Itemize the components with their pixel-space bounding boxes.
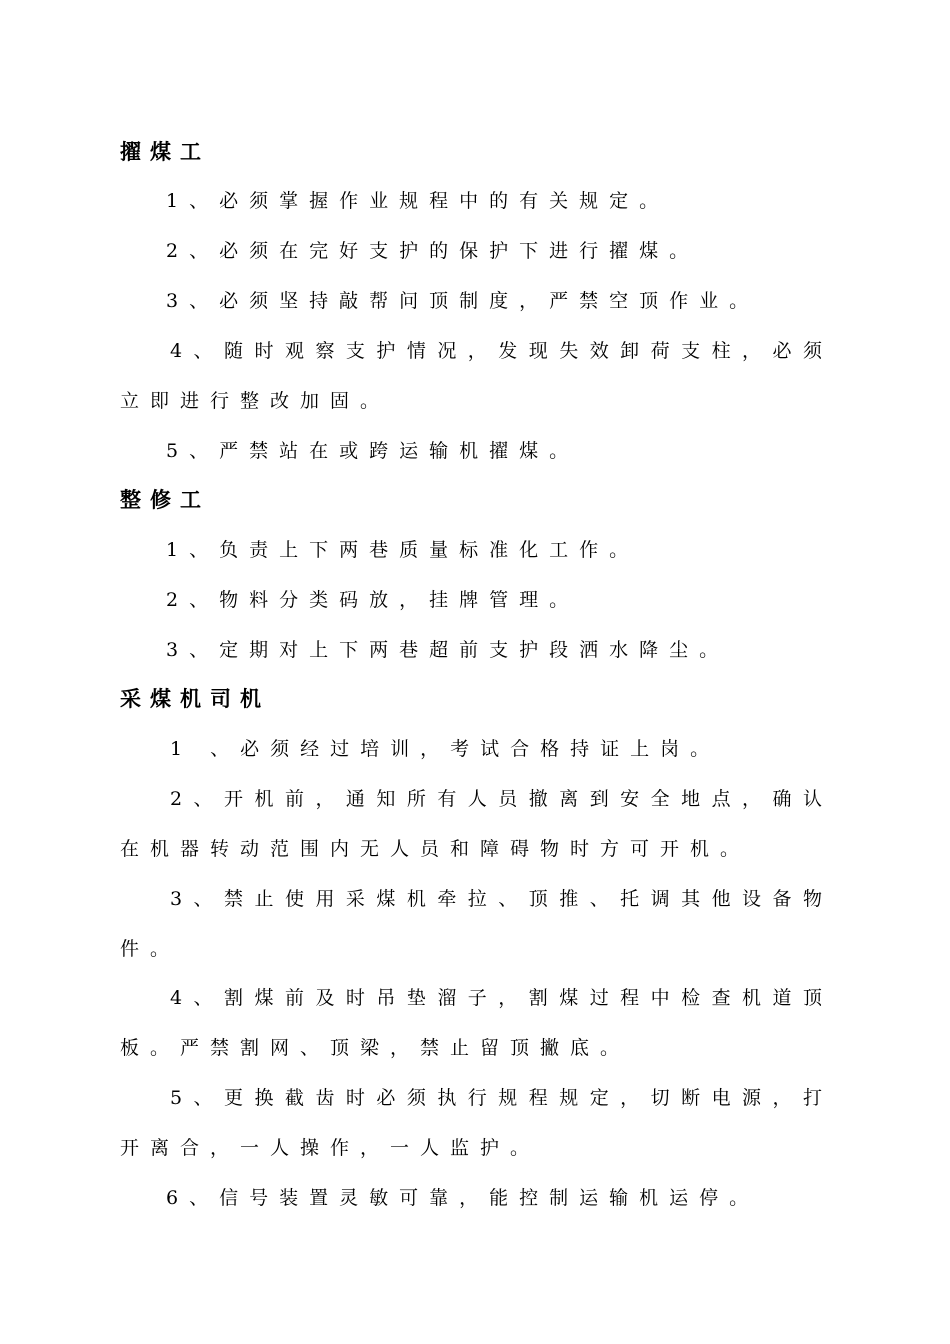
section-title: 擢煤工 [120,140,210,164]
paragraph-line: 立即进行整改加固。 [120,390,391,412]
paragraph-line: 2、物料分类码放，挂牌管理。 [166,589,580,611]
paragraph-line: 2、开机前，通知所有人员撤离到安全地点，确认 [170,788,822,810]
paragraph-line: 1 、必须经过培训，考试合格持证上岗。 [170,738,721,760]
paragraph-line: 4、割煤前及时吊垫溜子，割煤过程中检查机道顶 [170,987,822,1009]
paragraph-line: 3、禁止使用采煤机牵拉、顶推、托调其他设备物 [170,888,822,910]
paragraph-line: 3、必须坚持敲帮问顶制度，严禁空顶作业。 [166,290,760,312]
paragraph-line: 5、严禁站在或跨运输机擢煤。 [166,440,580,462]
paragraph-line: 1、必须掌握作业规程中的有关规定。 [166,190,670,212]
paragraph-line: 板。严禁割网、顶梁，禁止留顶撇底。 [120,1037,631,1059]
paragraph-line: 5、更换截齿时必须执行规程规定，切断电源，打 [170,1087,822,1109]
paragraph-line: 6、信号装置灵敏可靠，能控制运输机运停。 [166,1187,760,1209]
paragraph-line: 在机器转动范围内无人员和障碍物时方可开机。 [120,838,751,860]
section-title: 整修工 [120,488,210,512]
paragraph-line: 3、定期对上下两巷超前支护段洒水降尘。 [166,639,730,661]
section-title: 采煤机司机 [120,687,270,711]
paragraph-line: 件。 [120,938,181,960]
paragraph-line: 4、随时观察支护情况，发现失效卸荷支柱，必须 [170,340,822,362]
paragraph-line: 2、必须在完好支护的保护下进行擢煤。 [166,240,700,262]
paragraph-line: 开离合，一人操作，一人监护。 [120,1137,541,1159]
paragraph-line: 1、负责上下两巷质量标准化工作。 [166,539,640,561]
